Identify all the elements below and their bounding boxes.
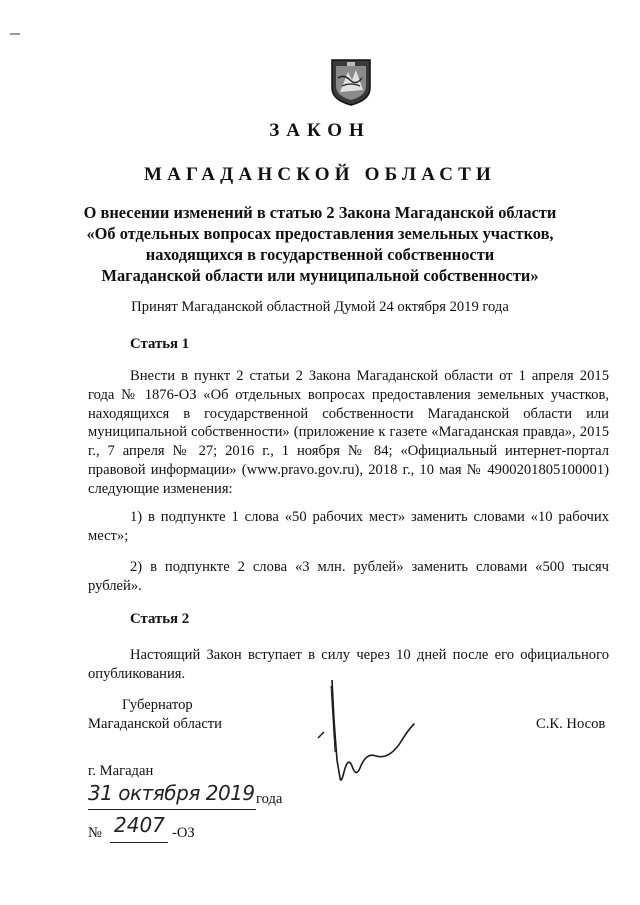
subject-line: О внесении изменений в статью 2 Закона Магаданской области xyxy=(83,203,557,222)
date-underline xyxy=(88,809,256,810)
adoption-line: Принят Магаданской областной Думой 24 октября 2019 года xyxy=(131,299,509,315)
article-2-text: Настоящий Закон вступает в силу через 10 дней после его официального опубликования. xyxy=(88,647,609,682)
subject-line: Магаданской области или муниципальной собственности» xyxy=(101,266,539,285)
number-prefix: № xyxy=(88,825,102,841)
article-1-item-1: 1) в подпункте 1 слова «50 рабочих мест» заменить словами «10 рабочих мест»; xyxy=(88,509,609,544)
margin-mark xyxy=(10,32,20,36)
article-1-item-2: 2) в подпункте 2 слова «3 млн. рублей» заменить словами «500 тысяч рублей». xyxy=(88,559,609,594)
governor-name: С.К. Носов xyxy=(536,716,606,732)
document-region: МАГАДАНСКОЙ ОБЛАСТИ xyxy=(143,164,497,185)
governor-title-line-2: Магаданской области xyxy=(88,716,222,732)
handwritten-signature xyxy=(310,680,420,790)
article-1-text: Внести в пункт 2 статьи 2 Закона Магаданской области от 1 апреля 2015 года № 1876-ОЗ «Об отдельных вопросах предоставления земельных участков, находящихся в государственной собственности Магаданской области или муниципальной собственности» (приложение к газете «Магаданская правда», 2015 г., 7 апреля № 27; 2016 г., 1 ноября № 84; «Официальный интернет-портал правовой информации» (www.pravo.gov.ru), 2018 г., 10 мая № 4900201805100001) следующие изменения: xyxy=(88,368,609,497)
law-subject xyxy=(0,202,640,286)
number-suffix: -ОЗ xyxy=(172,825,195,841)
governor-title-line-1: Губернатор xyxy=(122,697,193,713)
subject-line: «Об отдельных вопросах предоставления земельных участков, xyxy=(86,224,554,243)
law-number xyxy=(88,813,228,846)
city-line: г. Магадан xyxy=(88,763,154,779)
document-title: ЗАКОН xyxy=(269,120,371,141)
date-suffix: года xyxy=(256,791,283,807)
handwritten-number: 2407 xyxy=(114,813,165,837)
number-underline xyxy=(110,842,168,843)
handwritten-date: 31 октября 2019 xyxy=(88,781,255,805)
signing-date xyxy=(88,781,288,814)
article-1-heading: Статья 1 xyxy=(130,336,190,352)
coat-of-arms-icon xyxy=(330,58,372,106)
article-2-heading: Статья 2 xyxy=(130,611,190,627)
subject-line: находящихся в государственной собственности xyxy=(145,245,495,264)
